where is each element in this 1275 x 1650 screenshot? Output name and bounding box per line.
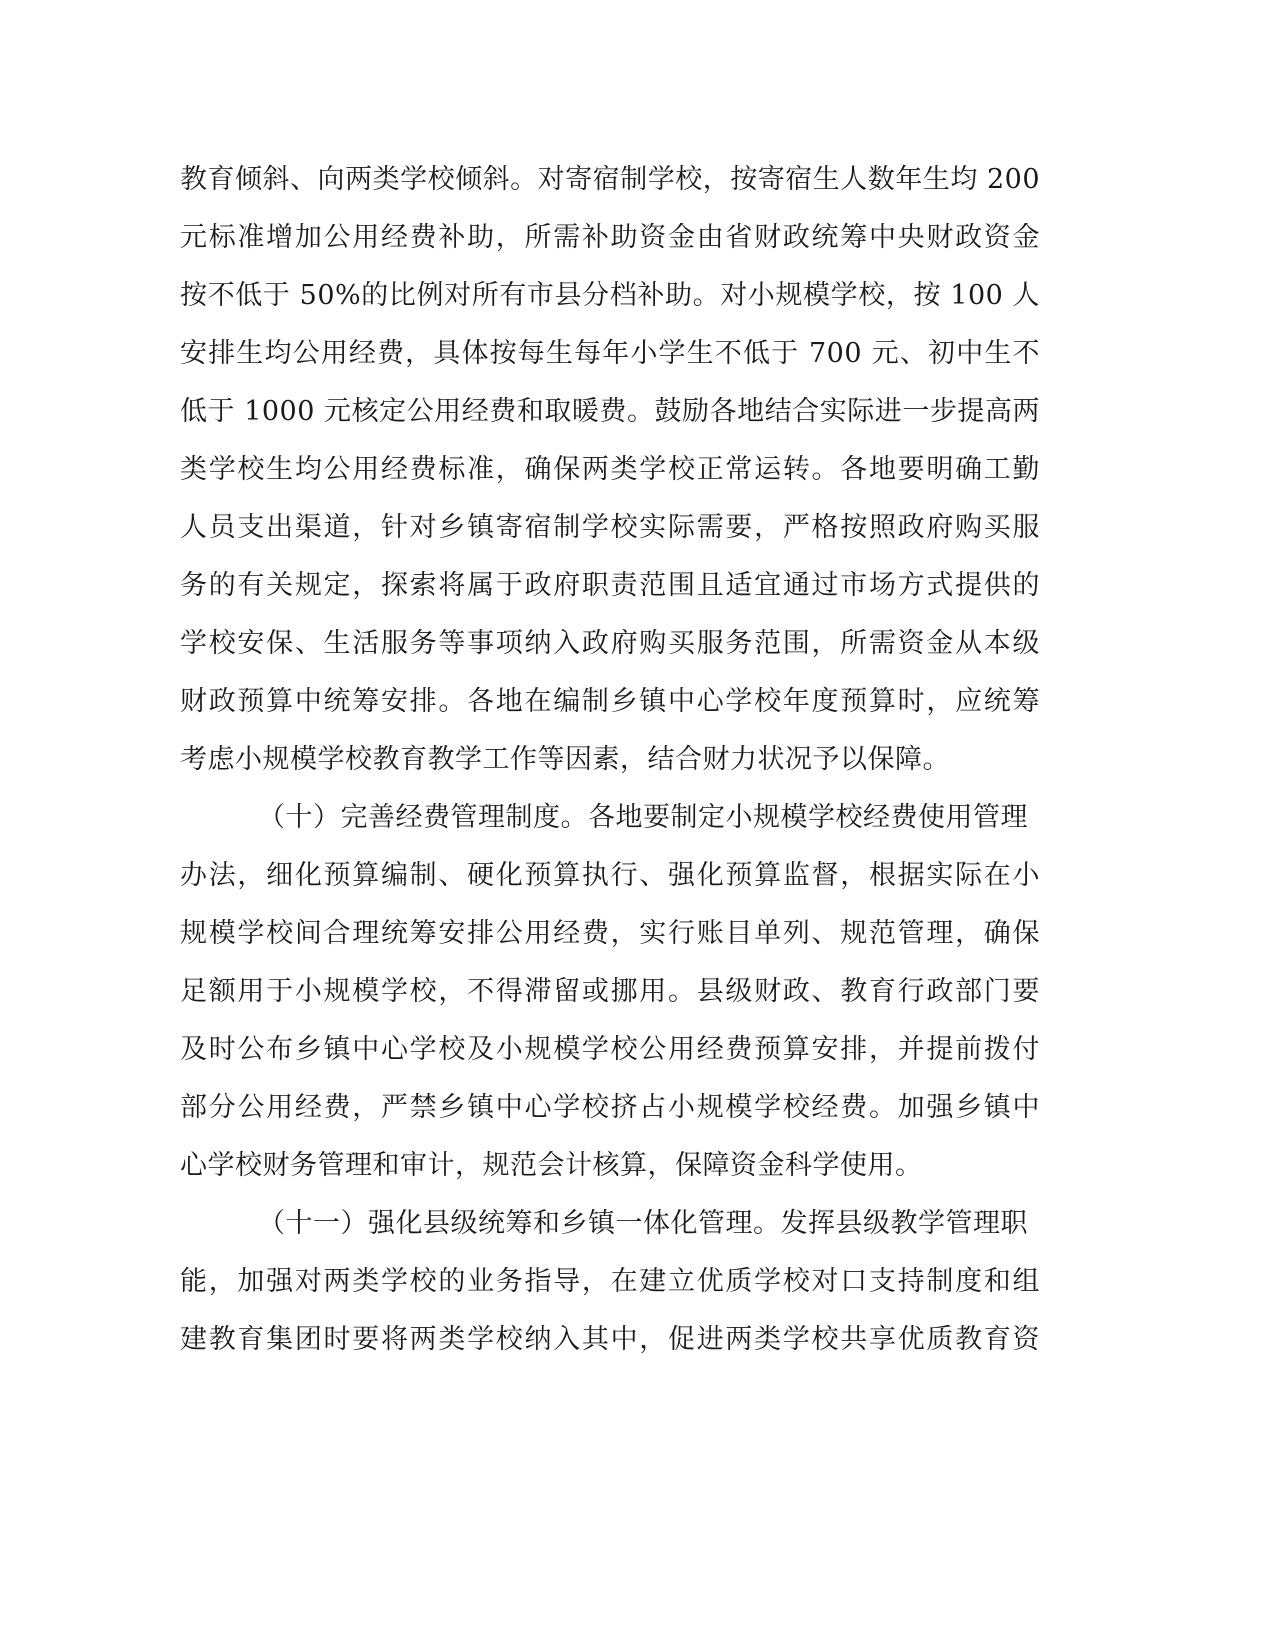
text-line: 学校安保、生活服务等事项纳入政府购买服务范围，所需资金从本级 bbox=[180, 628, 1040, 659]
text-line: 人员支出渠道，针对乡镇寄宿制学校实际需要，严格按照政府购买服 bbox=[180, 512, 1040, 543]
text-line: 安排生均公用经费，具体按每生每年小学生不低于 700 元、初中生不 bbox=[180, 338, 1040, 369]
text-line: 考虑小规模学校教育教学工作等因素，结合财力状况予以保障。 bbox=[180, 744, 950, 775]
text-line: 财政预算中统筹安排。各地在编制乡镇中心学校年度预算时，应统筹 bbox=[180, 686, 1040, 717]
text-line: 务的有关规定，探索将属于政府职责范围且适宜通过市场方式提供的 bbox=[180, 570, 1040, 601]
text-line: 办法，细化预算编制、硬化预算执行、强化预算监督，根据实际在小 bbox=[180, 860, 1040, 891]
text-line: 心学校财务管理和审计，规范会计核算，保障资金科学使用。 bbox=[180, 1150, 923, 1181]
section-heading-line: （十）完善经费管理制度。各地要制定小规模学校经费使用管理 bbox=[258, 802, 1028, 833]
text-line: 及时公布乡镇中心学校及小规模学校公用经费预算安排，并提前拨付 bbox=[180, 1034, 1040, 1065]
text-line: 部分公用经费，严禁乡镇中心学校挤占小规模学校经费。加强乡镇中 bbox=[180, 1092, 1040, 1123]
section-heading-line: （十一）强化县级统筹和乡镇一体化管理。发挥县级教学管理职 bbox=[258, 1208, 1028, 1239]
text-line: 能，加强对两类学校的业务指导，在建立优质学校对口支持制度和组 bbox=[180, 1266, 1040, 1297]
text-line: 规模学校间合理统筹安排公用经费，实行账目单列、规范管理，确保 bbox=[180, 918, 1040, 949]
text-line: 元标准增加公用经费补助，所需补助资金由省财政统筹中央财政资金 bbox=[180, 222, 1040, 253]
text-line: 建教育集团时要将两类学校纳入其中，促进两类学校共享优质教育资 bbox=[180, 1324, 1040, 1355]
text-line: 足额用于小规模学校，不得滞留或挪用。县级财政、教育行政部门要 bbox=[180, 976, 1040, 1007]
text-line: 教育倾斜、向两类学校倾斜。对寄宿制学校，按寄宿生人数年生均 200 bbox=[180, 164, 1040, 195]
text-line: 低于 1000 元核定公用经费和取暖费。鼓励各地结合实际进一步提高两 bbox=[180, 396, 1040, 427]
text-line: 按不低于 50%的比例对所有市县分档补助。对小规模学校，按 100 人 bbox=[180, 280, 1040, 311]
text-line: 类学校生均公用经费标准，确保两类学校正常运转。各地要明确工勤 bbox=[180, 454, 1040, 485]
